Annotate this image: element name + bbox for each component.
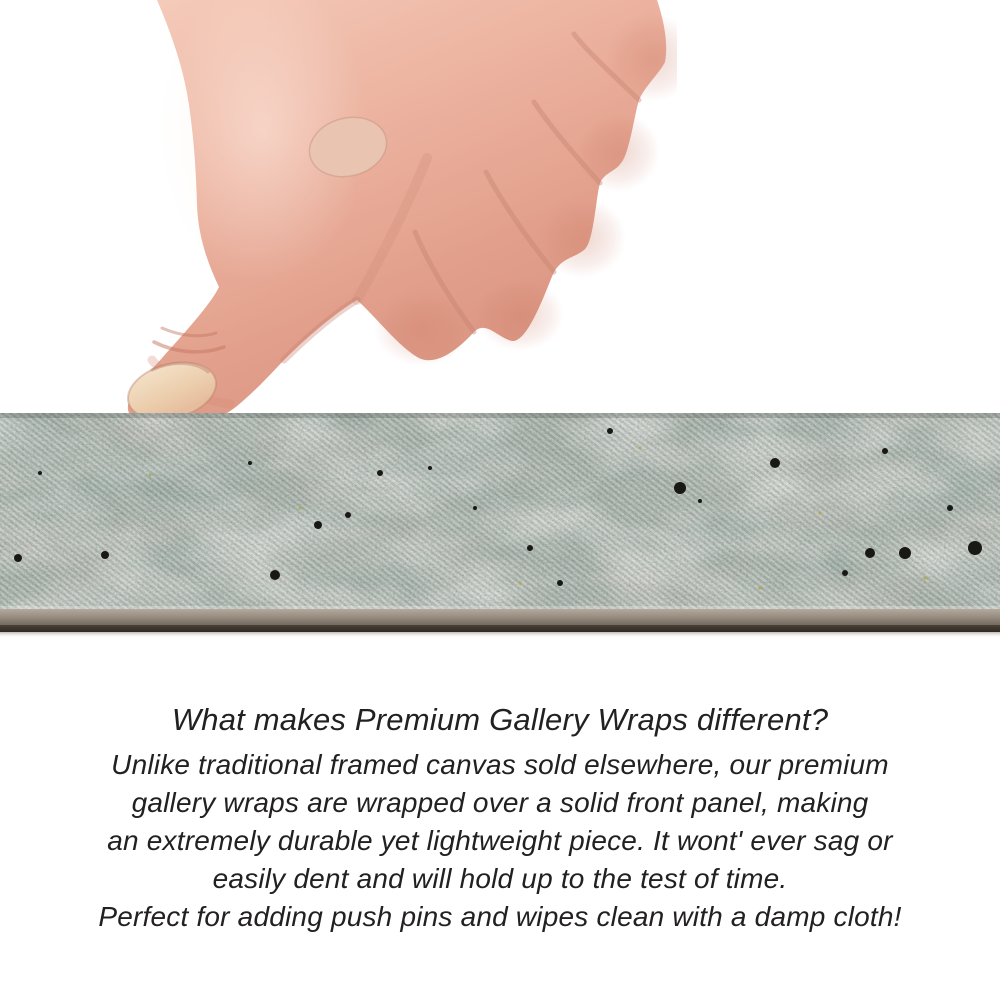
info-line: easily dent and will hold up to the test of time. (212, 863, 788, 894)
canvas-texture (0, 413, 1000, 609)
canvas-drop-shadow (0, 632, 1000, 638)
canvas-edge-photo (0, 413, 1000, 643)
info-line: Unlike traditional framed canvas sold elsewhere, our premium (111, 749, 889, 780)
info-heading: What makes Premium Gallery Wraps different? (171, 702, 829, 737)
hand-photo (112, 0, 677, 432)
product-description (0, 701, 1000, 936)
info-line: gallery wraps are wrapped over a solid front panel, making (131, 787, 869, 818)
info-line: Perfect for adding push pins and wipes clean with a damp cloth! (98, 901, 902, 932)
info-line: an extremely durable yet lightweight piece. It wont' ever sag or (107, 825, 893, 856)
canvas-fold-edge (0, 606, 1000, 632)
